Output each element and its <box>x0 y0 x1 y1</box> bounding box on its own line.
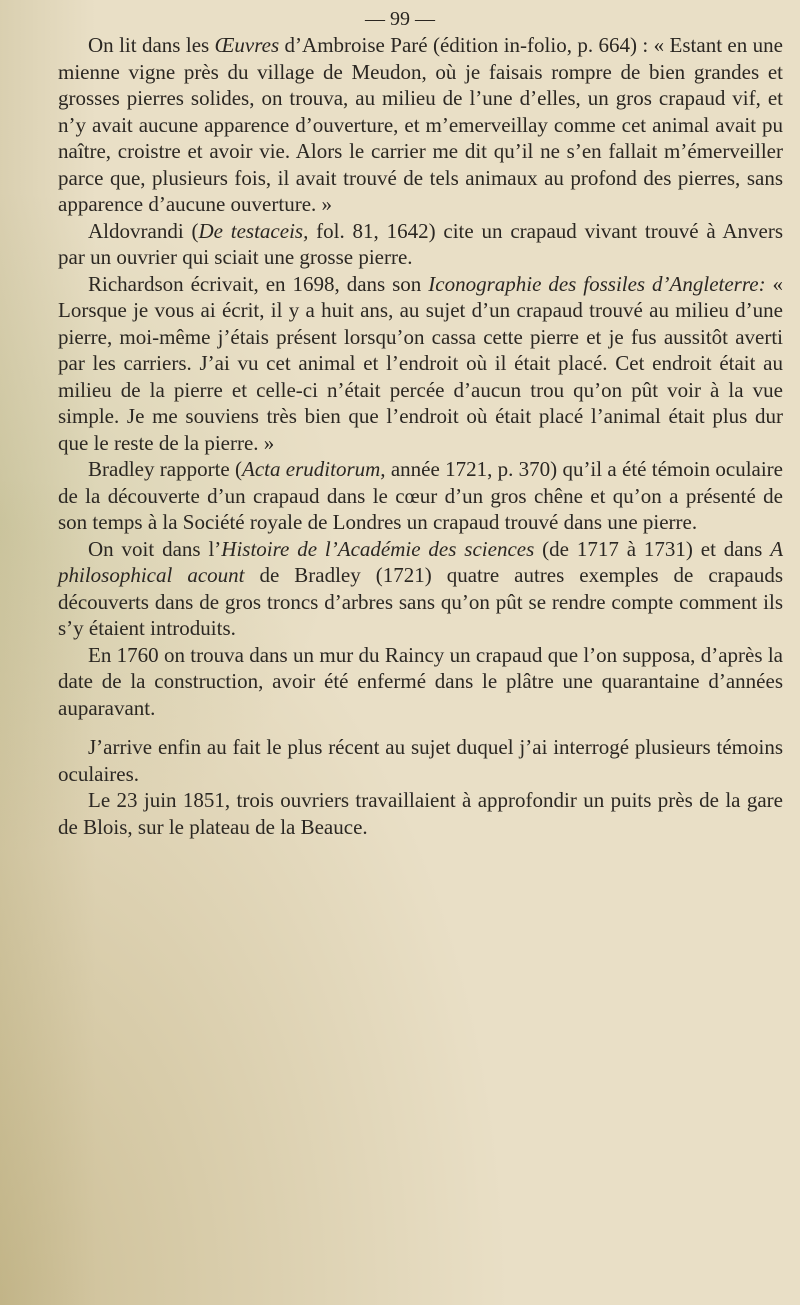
italic-title: Acta eruditorum, <box>242 457 386 481</box>
paragraph <box>58 218 783 271</box>
paragraph-text: « Lorsque je vous ai écrit, il y a huit ans, au sujet d’un crapaud trouvé au milieu d’une pierre, moi-même j’étais présent lorsqu’on cassa cette pierre et je fus aussitôt averti par les carriers. J’ai vu cet animal et l’endroit où il était placé. Cet endroit était au milieu de la pierre et celle-ci n’était percée d’aucun trou qu’on pût voir à la vue simple. Je me souviens très bien que l’endroit où était placé l’animal était plus dur que le reste de la pierre. » <box>58 271 784 455</box>
paragraph-text: année 1721, p. 370) qu’il a été témoin oculaire de la découverte d’un crapaud dans le cœur d’un gros chêne et qu’on a présenté de son temps à la Société royale de Londres un crapaud trouvé dans une pierre. <box>58 457 784 534</box>
paragraph <box>58 787 783 840</box>
paragraph-text: fol. 81, 1642) cite un crapaud vivant trouvé à Anvers par un ouvrier qui sciait une grosse pierre. <box>58 218 783 269</box>
paragraph <box>58 536 783 642</box>
paragraph-text: (de 1717 à 1731) et dans <box>534 536 771 561</box>
italic-title: Histoire de l’Académie des sciences <box>221 536 535 561</box>
paragraph-text: Richardson écrivait, en 1698, dans son <box>88 271 429 296</box>
italic-title: A philosophical acount <box>58 536 784 587</box>
paragraph <box>58 32 783 218</box>
paragraph <box>58 456 783 536</box>
paragraph <box>58 734 783 787</box>
italic-title: Iconographie des fossiles d’Angleterre: <box>428 271 766 296</box>
italic-title: De testaceis, <box>198 218 309 243</box>
italic-title: Œuvres <box>214 33 280 57</box>
paragraph-text: Aldovrandi ( <box>88 218 199 243</box>
paragraph-text: Bradley rapporte ( <box>88 457 243 481</box>
paragraph-text: On voit dans l’ <box>88 536 222 561</box>
paragraph-text: En 1760 on trouva dans un mur du Raincy un crapaud que l’on supposa, d’après la date de la construction, avoir été enfermé dans le plâtre une quarantaine d’années auparavant. <box>58 642 783 720</box>
paragraph-text: d’Ambroise Paré (édition in-folio, p. 664) : « Estant en une mienne vigne près du village de Meudon, où je faisais rompre de bien grandes et grosses pierres solides, on trouva, au milieu de l’une d’elles, un gros crapaud vif, et n’y avait aucune apparence d’ouverture, et m’emerveillay comme cet animal avait pu naître, croistre et avoir vie. Alors le carrier me dit qu’il ne s’en fallait m’émerveiller parce que, plusieurs fois, il avait trouvé de tels animaux au profond des pierres, sans apparence d’aucune ouverture. » <box>58 33 783 216</box>
paragraph-text: J’arrive enfin au fait le plus récent au sujet duquel j’ai interrogé plusieurs témoins oculaires. <box>58 735 783 786</box>
paragraph <box>58 271 783 457</box>
paragraph-text: On lit dans les <box>88 33 215 57</box>
paragraph-text: de Bradley (1721) quatre autres exemples de crapauds découverts dans de gros troncs d’arbres sans qu’on pût se rendre compte comment ils s’y étaient introduits. <box>58 563 783 640</box>
page-number: — 99 — <box>365 8 435 30</box>
paragraph <box>58 642 783 722</box>
paragraph-text: Le 23 juin 1851, trois ouvriers travaillaient à approfondir un puits près de la gare de Blois, sur le plateau de la Beauce. <box>58 788 783 839</box>
body-text <box>58 32 783 840</box>
